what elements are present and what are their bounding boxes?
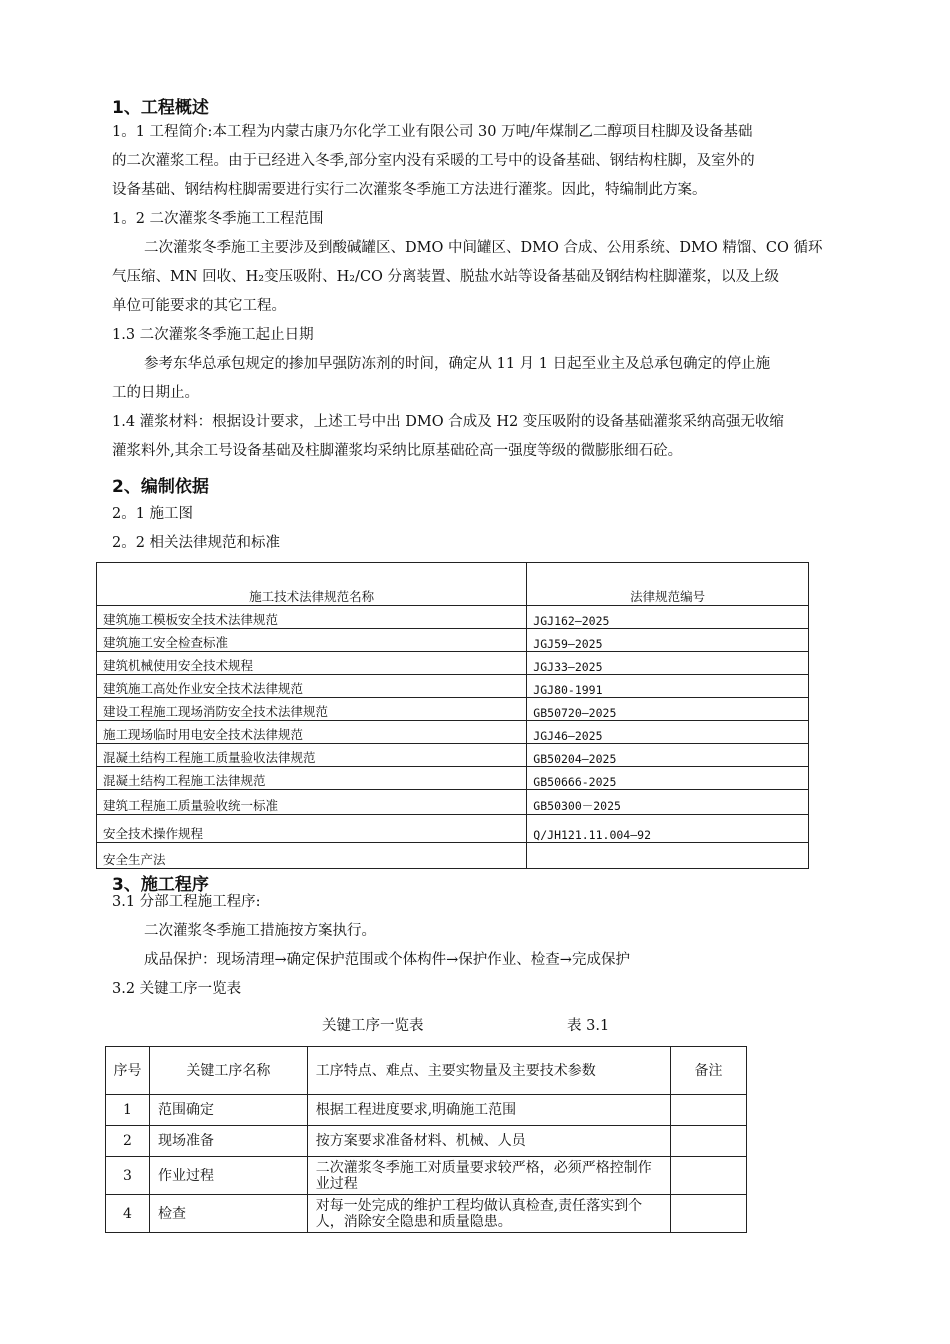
table-cell: 施工现场临时用电安全技术法律规范 [97, 721, 527, 744]
table-cell: JGJ33—2025 [527, 652, 809, 675]
subheading-2-1: 2。1 施工图 [112, 506, 194, 522]
table-cell: JGJ46—2025 [527, 721, 809, 744]
table-cell: 3 [106, 1157, 150, 1195]
table-cell [671, 1095, 747, 1126]
paragraph-line: 单位可能要求的其它工程。 [112, 298, 286, 314]
paragraph-line: 工的日期止。 [112, 385, 199, 401]
table-cell: 对每一处完成的维护工程均做认真检查,责任落实到个人，消除安全隐患和质量隐患。 [307, 1195, 670, 1233]
table-caption: 关键工序一览表 [322, 1018, 424, 1034]
table-cell [671, 1126, 747, 1157]
subheading-2-2: 2。2 相关法律规范和标准 [112, 535, 281, 551]
paragraph-line: 二次灌浆冬季施工措施按方案执行。 [144, 923, 376, 939]
table-header-cell: 法律规范编号 [527, 563, 809, 606]
table-cell: GB50300－2025 [527, 790, 809, 815]
table-cell: 混凝土结构工程施工质量验收法律规范 [97, 744, 527, 767]
table-row [97, 652, 809, 675]
paragraph-line: 气压缩、MN 回收、H₂变压吸附、H₂/CO 分离装置、脱盐水站等设备基础及钢结构柱脚灌浆，以及上级 [112, 269, 780, 285]
table-cell: 建筑施工安全检查标准 [97, 629, 527, 652]
section-2-heading: 2、编制依据 [112, 477, 209, 497]
table-header-cell: 备注 [671, 1047, 747, 1095]
table-header-row [106, 1047, 747, 1095]
table-cell: 按方案要求准备材料、机械、人员 [307, 1126, 670, 1157]
subheading-1-2: 1。2 二次灌浆冬季施工工程范围 [112, 211, 324, 227]
table-cell: Q/JH121.11.004—92 [527, 815, 809, 843]
table-cell: GB50666-2025 [527, 767, 809, 790]
table-cell [527, 843, 809, 869]
table-cell: 现场准备 [149, 1126, 307, 1157]
paragraph-line: 二次灌浆冬季施工主要涉及到酸碱罐区、DMO 中间罐区、DMO 合成、公用系统、DMO 精馏、CO 循环 [144, 240, 823, 256]
paragraph-line: 设备基础、钢结构柱脚需要进行实行二次灌浆冬季施工方法进行灌浆。因此，特编制此方案。 [112, 182, 707, 198]
table-cell: 建筑工程施工质量验收统一标准 [97, 790, 527, 815]
section-1-heading: 1、工程概述 [112, 98, 209, 118]
table-header-cell: 关键工序名称 [149, 1047, 307, 1095]
table-cell: JGJ59—2025 [527, 629, 809, 652]
table-cell: 建设工程施工现场消防安全技术法律规范 [97, 698, 527, 721]
table-cell: 安全生产法 [97, 843, 527, 869]
table-cell: 1 [106, 1095, 150, 1126]
table-cell: 4 [106, 1195, 150, 1233]
table-header-cell: 序号 [106, 1047, 150, 1095]
table-cell [671, 1157, 747, 1195]
table-number: 表 3.1 [567, 1018, 610, 1034]
table-cell: JGJ162—2025 [527, 606, 809, 629]
table-row [97, 815, 809, 843]
table-cell: 范围确定 [149, 1095, 307, 1126]
paragraph-line: 的二次灌浆工程。由于已经进入冬季,部分室内没有采暖的工号中的设备基础、钢结构柱脚，及室外的 [112, 153, 755, 169]
section-2-body [112, 500, 852, 558]
table-cell: 建筑施工模板安全技术法律规范 [97, 606, 527, 629]
table-header-cell: 施工技术法律规范名称 [97, 563, 527, 606]
table-row [106, 1126, 747, 1157]
table-header-cell: 工序特点、难点、主要实物量及主要技术参数 [307, 1047, 670, 1095]
table-row [97, 606, 809, 629]
table-row [97, 721, 809, 744]
table-row [97, 698, 809, 721]
table-cell: 根据工程进度要求,明确施工范围 [307, 1095, 670, 1126]
table-cell [671, 1195, 747, 1233]
table-row [106, 1195, 747, 1233]
table-row [97, 767, 809, 790]
table-cell: 建筑机械使用安全技术规程 [97, 652, 527, 675]
subheading-3-1: 3.1 分部工程施工程序: [112, 894, 261, 910]
table-cell: 混凝土结构工程施工法律规范 [97, 767, 527, 790]
standards-table [96, 562, 809, 869]
table-cell: 安全技术操作规程 [97, 815, 527, 843]
subheading-1-3: 1.3 二次灌浆冬季施工起止日期 [112, 327, 314, 343]
table-cell: 建筑施工高处作业安全技术法律规范 [97, 675, 527, 698]
table-cell: 检查 [149, 1195, 307, 1233]
paragraph-line: 成品保护：现场清理→确定保护范围或个体构件→保护作业、检查→完成保护 [144, 952, 630, 968]
table-row [97, 843, 809, 869]
paragraph-line: 1.4 灌浆材料：根据设计要求，上述工号中出 DMO 合成及 H2 变压吸附的设备基础灌浆采纳高强无收缩 [112, 414, 784, 430]
table-header-row [97, 563, 809, 606]
table-cell: 作业过程 [149, 1157, 307, 1195]
table-row [106, 1095, 747, 1126]
table-row [106, 1157, 747, 1195]
table-row [97, 629, 809, 652]
section-1-body [112, 118, 852, 466]
table-row [97, 675, 809, 698]
key-process-table [105, 1046, 747, 1233]
paragraph-line: 灌浆料外,其余工号设备基础及柱脚灌浆均采纳比原基础砼高一强度等级的微膨胀细石砼。 [112, 443, 683, 459]
table-row [97, 744, 809, 767]
table-cell: 2 [106, 1126, 150, 1157]
table-cell: 二次灌浆冬季施工对质量要求较严格，必须严格控制作业过程 [307, 1157, 670, 1195]
table-cell: GB50204—2025 [527, 744, 809, 767]
table-cell: GB50720—2025 [527, 698, 809, 721]
section-3-heading: 3、施工程序 [112, 875, 209, 895]
paragraph-line: 1。1 工程简介:本工程为内蒙古康乃尔化学工业有限公司 30 万吨/年煤制乙二醇项目柱脚及设备基础 [112, 124, 753, 140]
table-row [97, 790, 809, 815]
table-cell: JGJ80-1991 [527, 675, 809, 698]
section-3-body [112, 888, 852, 1004]
subheading-3-2: 3.2 关键工序一览表 [112, 981, 242, 997]
paragraph-line: 参考东华总承包规定的掺加早强防冻剂的时间，确定从 11 月 1 日起至业主及总承包确定的停止施 [144, 356, 771, 372]
